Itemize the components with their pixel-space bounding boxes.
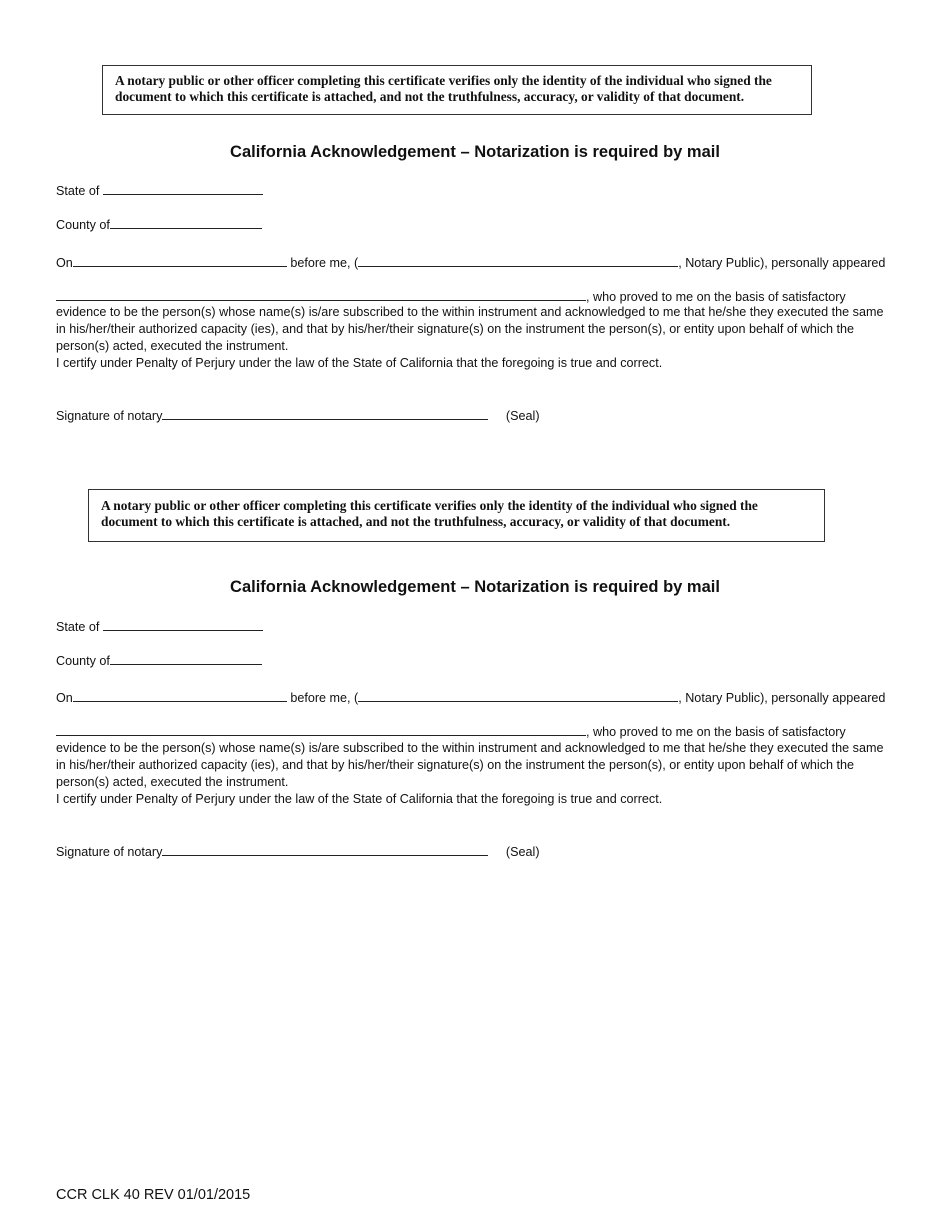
state-row (56, 618, 263, 634)
county-field[interactable] (110, 652, 262, 665)
date-field[interactable] (73, 254, 287, 267)
date-row (56, 689, 885, 705)
county-field[interactable] (110, 216, 262, 229)
notary-public-label: , Notary Public), personally appeared (678, 691, 886, 705)
before-me-label: before me, ( (290, 256, 359, 270)
appeared-name-field[interactable] (56, 288, 586, 301)
form-title: California Acknowledgement – Notarization is required by mail (230, 578, 720, 596)
county-label: County of (56, 654, 110, 668)
appeared-row (56, 288, 846, 304)
state-label: State of (56, 620, 100, 634)
notary-disclaimer-box: A notary public or other officer completing this certificate verifies only the identity of the individual who signed the document to which this certificate is attached, and not the truthfulness, accuracy, or validity of that document. (88, 489, 825, 542)
appeared-name-field[interactable] (56, 723, 586, 736)
signature-field[interactable] (162, 407, 488, 420)
appeared-row (56, 723, 846, 739)
state-row (56, 182, 263, 198)
notary-disclaimer-box: A notary public or other officer completing this certificate verifies only the identity of the individual who signed the document to which this certificate is attached, and not the truthfulness, accuracy, or validity of that document. (102, 65, 812, 115)
acknowledgement-body (56, 740, 886, 808)
county-row (56, 216, 262, 232)
certify-paragraph: I certify under Penalty of Perjury under the law of the State of California that the foregoing is true and correct. (56, 792, 663, 806)
signature-label: Signature of notary (56, 845, 163, 859)
state-field[interactable] (103, 182, 263, 195)
certify-paragraph: I certify under Penalty of Perjury under the law of the State of California that the foregoing is true and correct. (56, 356, 663, 370)
signature-label: Signature of notary (56, 409, 163, 423)
date-row (56, 254, 885, 270)
form-code-footer: CCR CLK 40 REV 01/01/2015 (56, 1187, 251, 1203)
state-field[interactable] (103, 618, 263, 631)
county-label: County of (56, 218, 110, 232)
form-title: California Acknowledgement – Notarization is required by mail (230, 143, 720, 161)
seal-label: (Seal) (505, 845, 540, 859)
on-label: On (56, 691, 73, 705)
state-label: State of (56, 184, 100, 198)
who-proved-label: , who proved to me on the basis of satisfactory (586, 725, 846, 739)
evidence-paragraph: evidence to be the person(s) whose name(s) is/are subscribed to the within instrument and acknowledged to me that he/she they executed the same in his/her/their authorized capacity (ies), and that by his/her/their signature(s) on the instrument the person(s), or entity upon behalf of which the person(s) acted, executed the instrument. (56, 305, 884, 353)
county-row (56, 652, 262, 668)
evidence-paragraph: evidence to be the person(s) whose name(s) is/are subscribed to the within instrument and acknowledged to me that he/she they executed the same in his/her/their authorized capacity (ies), and that by his/her/their signature(s) on the instrument the person(s), or entity upon behalf of which the person(s) acted, executed the instrument. (56, 741, 884, 789)
notary-name-field[interactable] (358, 689, 678, 702)
signature-row (56, 407, 540, 423)
signature-field[interactable] (162, 843, 488, 856)
date-field[interactable] (73, 689, 287, 702)
before-me-label: before me, ( (290, 691, 359, 705)
who-proved-label: , who proved to me on the basis of satisfactory (586, 290, 846, 304)
acknowledgement-body (56, 304, 886, 372)
seal-label: (Seal) (505, 409, 540, 423)
notary-name-field[interactable] (358, 254, 678, 267)
on-label: On (56, 256, 73, 270)
notary-public-label: , Notary Public), personally appeared (678, 256, 886, 270)
signature-row (56, 843, 540, 859)
